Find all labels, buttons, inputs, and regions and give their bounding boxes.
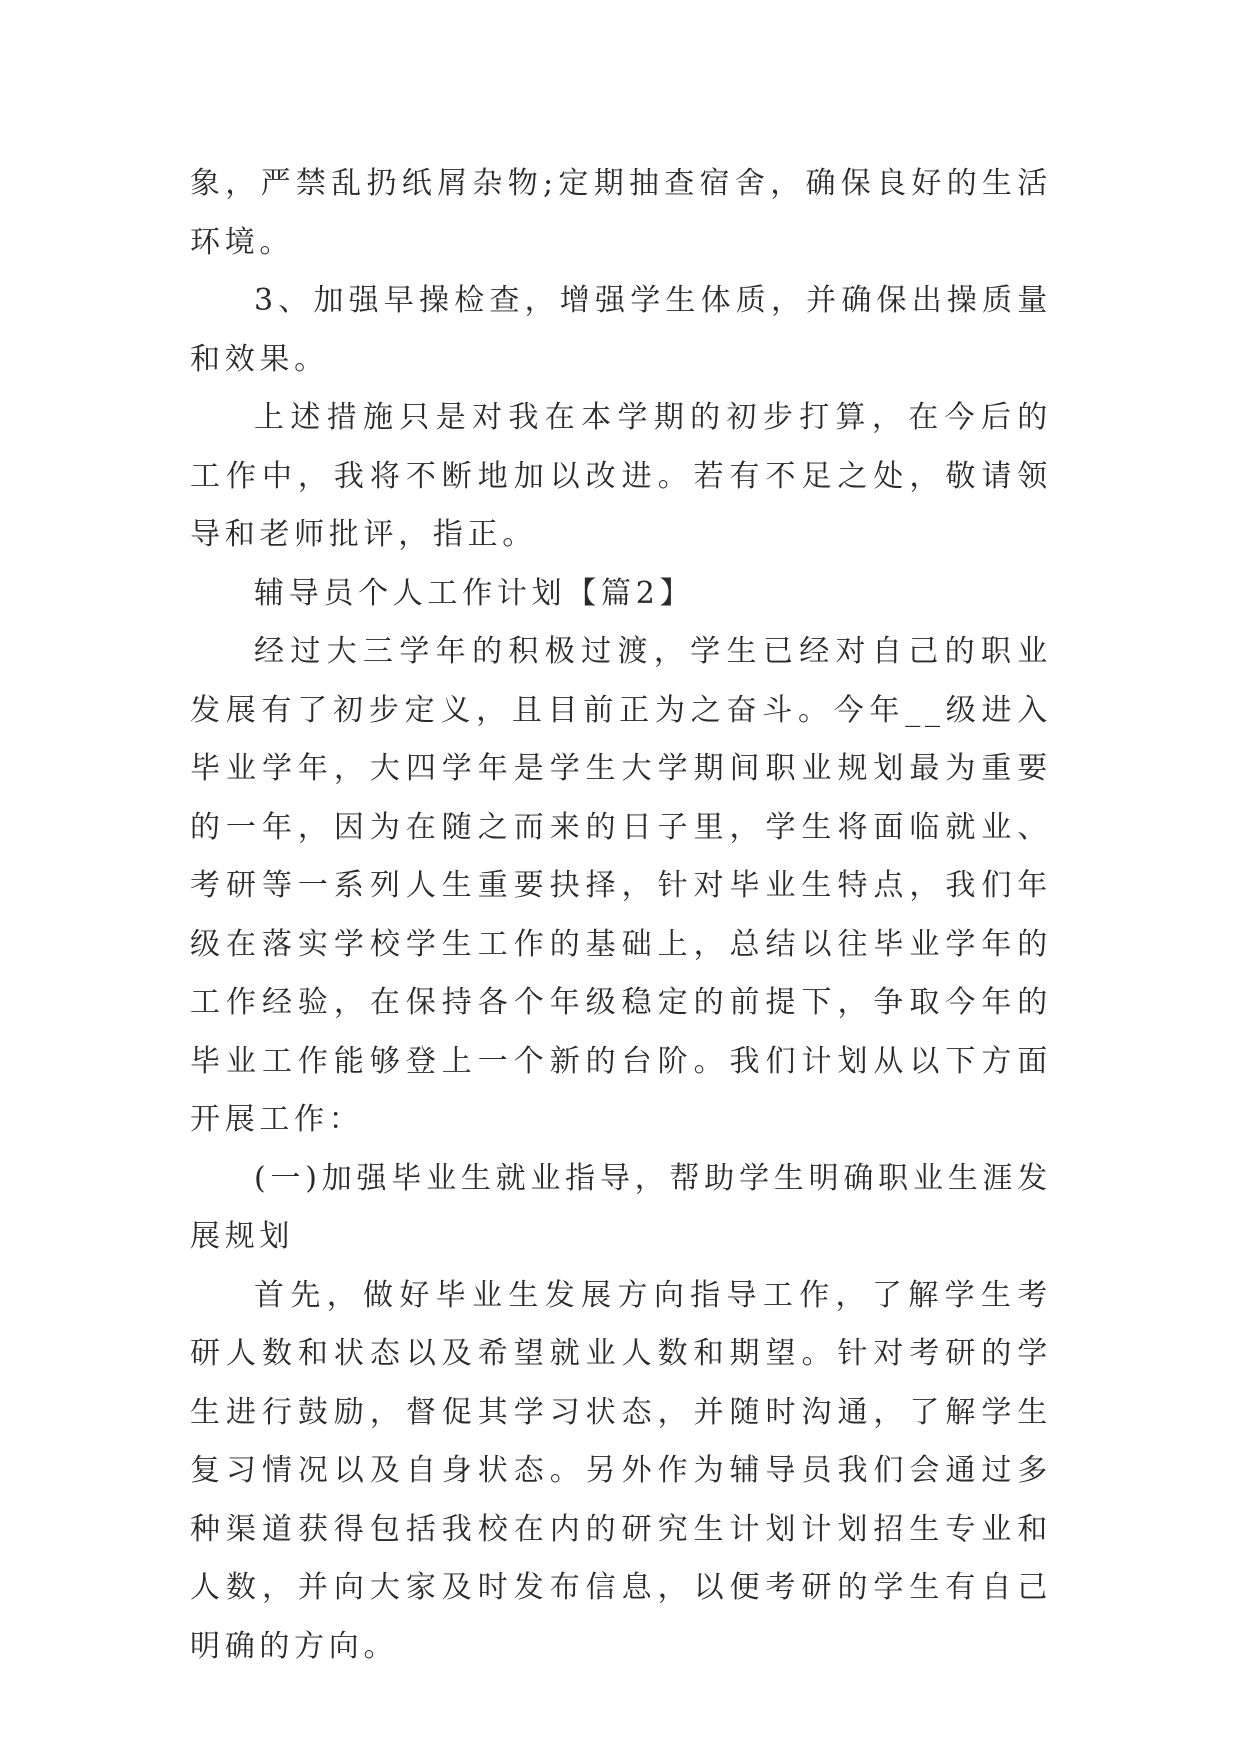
- subsection-heading: (一)加强毕业生就业指导，帮助学生明确职业生涯发展规划: [190, 1160, 1052, 1254]
- paragraph-intro: 经过大三学年的积极过渡，学生已经对自己的职业发展有了初步定义，且目前正为之奋斗。今年__级进入毕业学年，大四学年是学生大学期间职业规划最为重要的一年，因为在随之而来的日子里，学生将面临就业、考研等一系列人生重要抉择，针对毕业生特点，我们年级在落实学校学生工作的基础上，总结以往毕业学年的工作经验，在保持各个年级稳定的前提下，争取今年的毕业工作能够登上一个新的台阶。我们计划从以下方面开展工作：: [190, 634, 1052, 1137]
- paragraph-continued: 象，严禁乱扔纸屑杂物;定期抽查宿舍，确保良好的生活环境。: [190, 166, 1052, 260]
- paragraph-closing: 上述措施只是对我在本学期的初步打算，在今后的工作中，我将不断地加以改进。若有不足之处，敬请领导和老师批评，指正。: [190, 400, 1052, 552]
- paragraph-item-3: 3、加强早操检查，增强学生体质，并确保出操质量和效果。: [190, 283, 1052, 377]
- paragraph-body: 首先，做好毕业生发展方向指导工作，了解学生考研人数和状态以及希望就业人数和期望。针对考研的学生进行鼓励，督促其学习状态，并随时沟通，了解学生复习情况以及自身状态。另外作为辅导员我们会通过多种渠道获得包括我校在内的研究生计划计划招生专业和人数，并向大家及时发布信息，以便考研的学生有自己明确的方向。: [190, 1277, 1052, 1664]
- document-body: [190, 155, 1052, 1676]
- section-heading: 辅导员个人工作计划【篇2】: [254, 575, 695, 611]
